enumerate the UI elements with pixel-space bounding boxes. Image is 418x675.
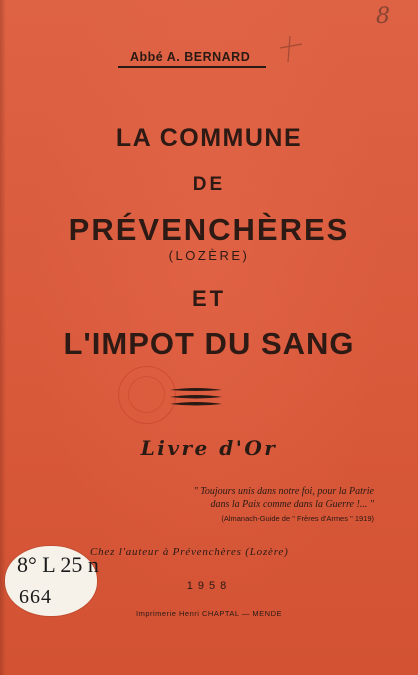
title-line-6: L'IMPOT DU SANG [63,326,355,361]
title-line-5: ET [191,286,227,311]
title-line-2: DE [192,174,226,195]
ornament-icon [168,386,224,412]
title-line-1: LA COMMUNE [115,124,303,152]
pencil-annotation: 8 [376,4,390,29]
title-line-3: PRÉVENCHÈRES [68,212,350,247]
shelfmark-line-1: 8° L 25 n [17,552,99,577]
pencil-cross-mark [276,34,306,64]
title-line-4: (LOZÈRE) [168,248,250,263]
publication-year: 1958 [186,580,232,592]
epigraph-line-2: dans la Paix comme dans la Guerre !... " [210,498,374,510]
epigraph-source: (Almanach-Guide de " Frères d'Armes " 1919) [221,514,374,523]
shelfmark-line-2: 664 [19,586,52,608]
library-shelfmark-label [5,546,97,616]
author-underline [118,66,266,68]
epigraph-line-1: " Toujours unis dans notre foi, pour la Patrie [193,486,374,497]
publisher-note: Chez l'auteur à Prévenchères (Lozère) [90,546,289,558]
author-name: Abbé A. BERNARD [130,50,251,64]
epigraph [160,486,374,511]
subtitle: Livre d'Or [140,436,278,460]
printer-line: Imprimerie Henri CHAPTAL — MENDE [135,609,283,618]
